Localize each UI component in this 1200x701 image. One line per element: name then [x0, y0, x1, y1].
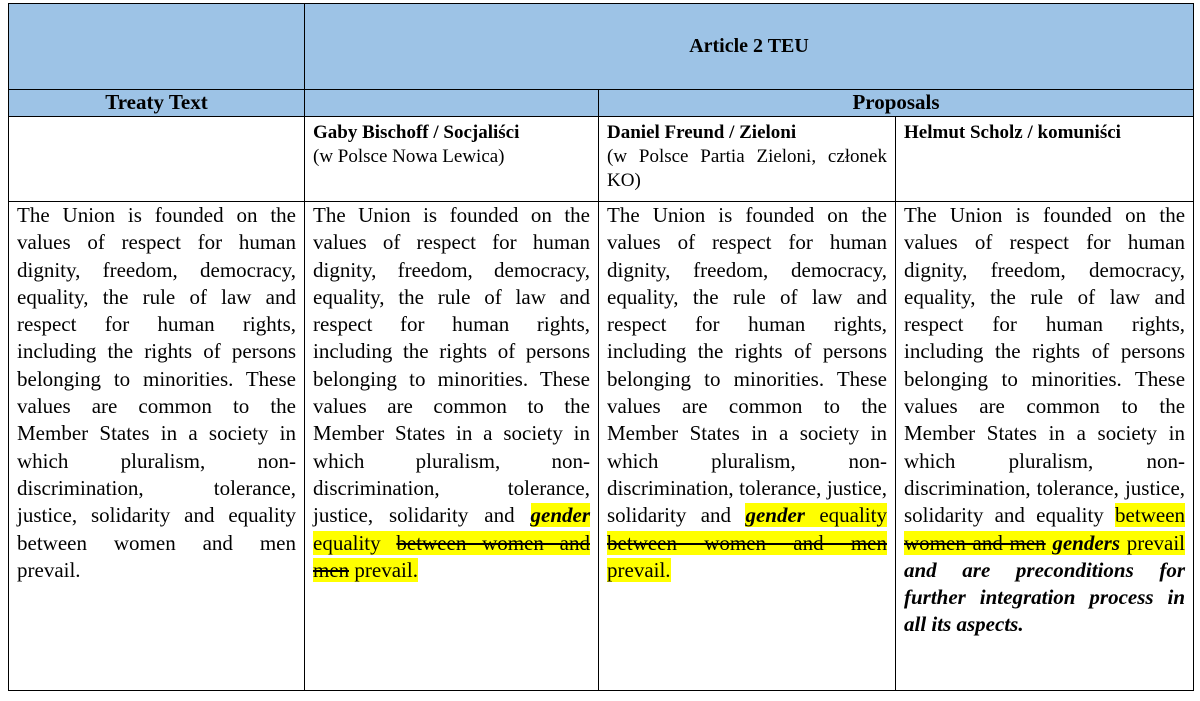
treaty-text-cell [9, 202, 305, 691]
proposer-row [9, 117, 1194, 202]
kept-text: between [1115, 503, 1186, 528]
title-blank-cell [9, 4, 305, 90]
title-row [9, 4, 1194, 90]
proposer-name: Gaby Bischoff / Socjaliści [313, 122, 520, 143]
proposer-affiliation: (w Polsce Nowa Lewica) [313, 146, 505, 167]
proposal-tail-text: prevail [1120, 530, 1186, 555]
proposer-name: Helmut Scholz / komuniści [904, 122, 1121, 143]
proposal-tail-text: prevail. [349, 557, 418, 582]
proposals-header: Proposals [599, 90, 1194, 117]
treaty-text: The Union is founded on the values of respect for human dignity, freedom, democracy, equality, the rule of law and respect for human rights, including the rights of persons belonging to minorities. These values are common to the Member States in a society in which pluralism, non-discrimination, tolerance, justice, solidarity and equality between women and men prevail. [17, 203, 296, 582]
proposer-cell-bischoff [305, 117, 599, 202]
inserted-text: gender [745, 503, 805, 528]
proposer-name: Daniel Freund / Zieloni [607, 122, 797, 143]
deleted-text: between women and men [313, 530, 590, 582]
added-text: and are preconditions for further integration process in all its aspects. [904, 557, 1186, 637]
kept-text: equality [804, 503, 887, 528]
treaty-text-header: Treaty Text [9, 90, 305, 117]
deleted-text: women and men [904, 530, 1046, 555]
proposal-tail-text: prevail. [607, 557, 671, 582]
kept-text: equality [313, 530, 397, 555]
proposal-base-text: The Union is founded on the values of respect for human dignity, freedom, democracy, equality, the rule of law and respect for human rights, including the rights of persons belonging to minorities. These values are common to the Member States in a society in which pluralism, non-discrimination, tolerance, justice, solidarity and [313, 203, 590, 528]
text-row [9, 202, 1194, 691]
comparison-table-frame [8, 3, 1193, 693]
deleted-text: between women and men [607, 530, 887, 555]
proposal-base-text: The Union is founded on the values of respect for human dignity, freedom, democracy, equality, the rule of law and respect for human rights, including the rights of persons belonging to minorities. These values are common to the Member States in a society in which pluralism, non-discrimination, tolerance, justice, solidarity and equality [904, 203, 1186, 528]
proposer-affiliation: (w Polsce Partia Zieloni, członek KO) [607, 146, 887, 191]
section-header-row [9, 90, 1194, 117]
proposer-cell-freund [599, 117, 896, 202]
proposer-blank-cell [9, 117, 305, 202]
article-2-teu-comparison-table [8, 3, 1194, 691]
inserted-text: genders [1045, 530, 1121, 555]
proposer-cell-scholz [896, 117, 1194, 202]
proposals-blank-cell [305, 90, 599, 117]
inserted-text: gender [530, 503, 590, 528]
proposal-text-cell-scholz [896, 202, 1194, 691]
proposal-text-cell-freund [599, 202, 896, 691]
proposal-text-cell-bischoff [305, 202, 599, 691]
table-title: Article 2 TEU [305, 4, 1194, 90]
proposal-base-text: The Union is founded on the values of respect for human dignity, freedom, democracy, equality, the rule of law and respect for human rights, including the rights of persons belonging to minorities. These values are common to the Member States in a society in which pluralism, non-discrimination, tolerance, justice, solidarity and [607, 203, 887, 528]
